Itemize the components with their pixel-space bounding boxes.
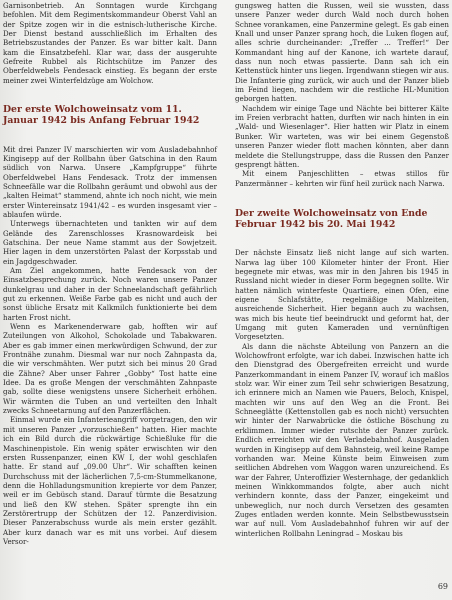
page-number: 69 <box>437 582 448 591</box>
paragraph: gungsweg hatten die Russen, weil sie wussten, dass unsere Panzer weder durch Wald noch durch hohen Schnee vorankamen, eine Panzermine gelegt. Es gab einen Knall und unser Panzer sprang hoch, die Luken flogen auf, alles schrie durcheinander: „Treffer ... Treffer!“ Der Kommandant hing auf der Kanone, ich wartete darauf, dass nun noch etwas passierte. Dann sah ich ein Kettenstück hinter uns liegen. Irgendwann stiegen wir aus. Die Infanterie ging zurück, wir auch und der Panzer blieb im Feind liegen, nachdem wir die restliche HL-Munition geborgen hatten. <box>235 1 449 104</box>
paragraph: Wenn es Markenenderware gab, hofften wir auf Zuteilungen von Alkohol, Schokolade und Tabakwaren. Aber es gab immer einen merkwürdigen Schwund, der zur Frontnähe zunahm. Diesmal war nur noch Zahnpasta da, die wir verschmähten. Wer putzt sich bei minus 20 Grad die Zähne? Aber unser Fahrer „Gobby“ Tost hatte eine Idee. Da es große Mengen der verschmähten Zahnpaste gab, sollte diese wenigstens unsere Sicherheit erhöhen. Wir wärmten die Tuben an und verteilten den Inhalt zwecks Schneetarnung auf den Panzerflächen. <box>3 322 217 416</box>
right-column <box>235 1 449 538</box>
paragraph: Als dann die nächste Abteilung von Panzern an die Wolchowfront erfolgte, war ich dabei. Inzwischen hatte ich den Dienstgrad des Obergefreiten erreicht und wurde Panzerkommandant in einem Panzer IV, worauf ich maßlos stolz war. Wir einer zum Teil sehr schwierigen Besatzung, ich erinnere mich an Namen wie Pauers, Beloch, Knispel, machten wir uns auf den Weg an die Front. Bei Schneeglätte (Kettenstollen gab es noch nicht) versuchten wir hinter der Narwabrücke die östliche Böschung zu erklimmen. Immer wieder rutschte der Panzer zurück. Endlich erreichten wir den Verladebahnhof. Ausgeladen wurden in Kingisepp auf dem Bahnsteig, weil keine Rampe vorhanden war. Meine Künste beim Einweisen zum seitlichen Abdrehen vom Waggon waren unzureichend. Es war der Fahrer, Unteroffizier Westernhage, der gedanklich meinen Winkkommandos folgte, aber auch nicht verhindern konnte, dass der Panzer, eingekeimt und unbeweglich, nur noch durch Versetzen des gesamten Zuges entladen werden konnte. Mein Selbstbewusstsein war auf null. Vom Ausladebahnhof fuhren wir auf der winterlichen Rollbahn Leningrad – Moskau bis <box>235 341 449 538</box>
paragraph: Nachdem wir einige Tage und Nächte bei bitterer Kälte im Freien verbracht hatten, durften wir nach hinten in ein „Wald- und Wiesenlager“. Hier hatten wir Platz in einem Bunker. Wir warteten, was wir bei einem Gegenstoß unseren Panzer wieder flott machen könnten, aber dann meldete die Stellungstruppe, dass die Russen den Panzer gesprengt hätten. <box>235 103 449 169</box>
section-heading: Der zweite Wolchoweinsatz von Ende Februar 1942 bis 20. Mai 1942 <box>235 207 428 231</box>
paragraph: Mit einem Panjeschlitten – etwas stillos für Panzermänner – kehrten wir fünf heil zurück nach Narwa. <box>235 169 449 188</box>
paragraph: Mit drei Panzer IV marschierten wir vom Ausladebahnhof Kingisepp auf der Rollbahn über Gatschina in den Raum südlich von Narwa. Unsere „Kampfgruppe“ führte Oberfeldwebel Hans Fendesack. Trotz der immensen Schneefälle war die Rollbahn geräumt und obwohl aus der „kalten Heimat“ stammend, ahnte ich noch nicht, wie mein erster Wintereinsatz 1941/42 – es wurden insgesamt vier – ablaufen würde. <box>3 144 217 219</box>
paragraph: Garnisonbetrieb. An Sonntagen wurde Kirchgang befohlen. Mit dem Regimentskommandeur Oberst Vahl an der Spitze zogen wir in die estnisch-lutherische Kirche. Der Dienst bestand ausschließlich im Erhalten des Betriebszustandes der Panzer. Es war bitter kalt. Dann kam die Einsatzbefehl. Klar war, dass der ausgeruhte Gefreite Rubbel als Richtschütze im Panzer des Oberfeldwebels Fendesack einstieg. Es begann der erste meiner zwei Winterfeldzüge am Wolchow. <box>3 1 217 85</box>
paragraph: Der nächste Einsatz ließ nicht lange auf sich warten. Narwa lag über 100 Kilometer hinter der Front. Hier begegnete mir etwas, was mir in den Jahren bis 1945 in Russland nicht wieder in dieser Form begegnen sollte. Wir hatten nämlich winterfeste Quartiere, einen Ofen, eine eigene Schlafstätte, regelmäßige Mahlzeiten, ausreichende Sicherheit. Hier begann auch zu wachsen, was mich bis heute tief beeindruckt und geformt hat, der Umgang mit guten Kameraden und vernünftigen Vorgesetzten. <box>235 248 449 342</box>
section-heading: Der erste Wolchoweinsatz vom 11. Januar 1942 bis Anfang Februar 1942 <box>3 104 200 127</box>
left-column <box>3 1 217 546</box>
paragraph: Einmal wurde ein Infanterieangriff vorgetragen, den wir mit unseren Panzer „vorzuschießen“ hatten. Hier machte ich ein Bild durch die rückwärtige Schießluke für die Maschinenpistole. Ein wenig später erwischten wir den ersten Russenpanzer, einen KW I, der wohl geschlafen hatte. Er stand auf „09.00 Uhr“. Wir schafften keinen Durchschuss mit der lächerlichen 7,5-cm-Stummelkanone, denn die Hohlladungsmunition krepierte vor dem Panzer, weil er im Gebüsch stand. Darauf türmte die Besatzung und ließ den KW stehen. Später sprengte ihn ein Zerstörertrupp der Schützen der 12. Panzerdivision. Dieser Panzerabschuss wurde als mein erster gezählt. Aber kurz danach war es mit uns vorbei. Auf diesem Versor- <box>3 415 217 546</box>
paragraph: Unterwegs übernachteten und tankten wir auf dem Gelände des Zarenschlosses Krasnowardeisk bei Gatschina. Der neue Name stammt aus der Sowjetzeit. Hier lagen in dem unzerstörten Palast der Korpsstab und ein Jagdgeschwader. <box>3 219 217 266</box>
paragraph: Am Ziel angekommen, hatte Fendesack von der Einsatzbesprechung zurück. Noch waren unsere Panzer dunkelgrau und daher in der Schneelandschaft gefährlich gut zu erkennen. Weiße Farbe gab es nicht und auch der sonst übliche Ersatz mit Kalkmilch funktionierte bei dem harten Frost nicht. <box>3 265 217 322</box>
